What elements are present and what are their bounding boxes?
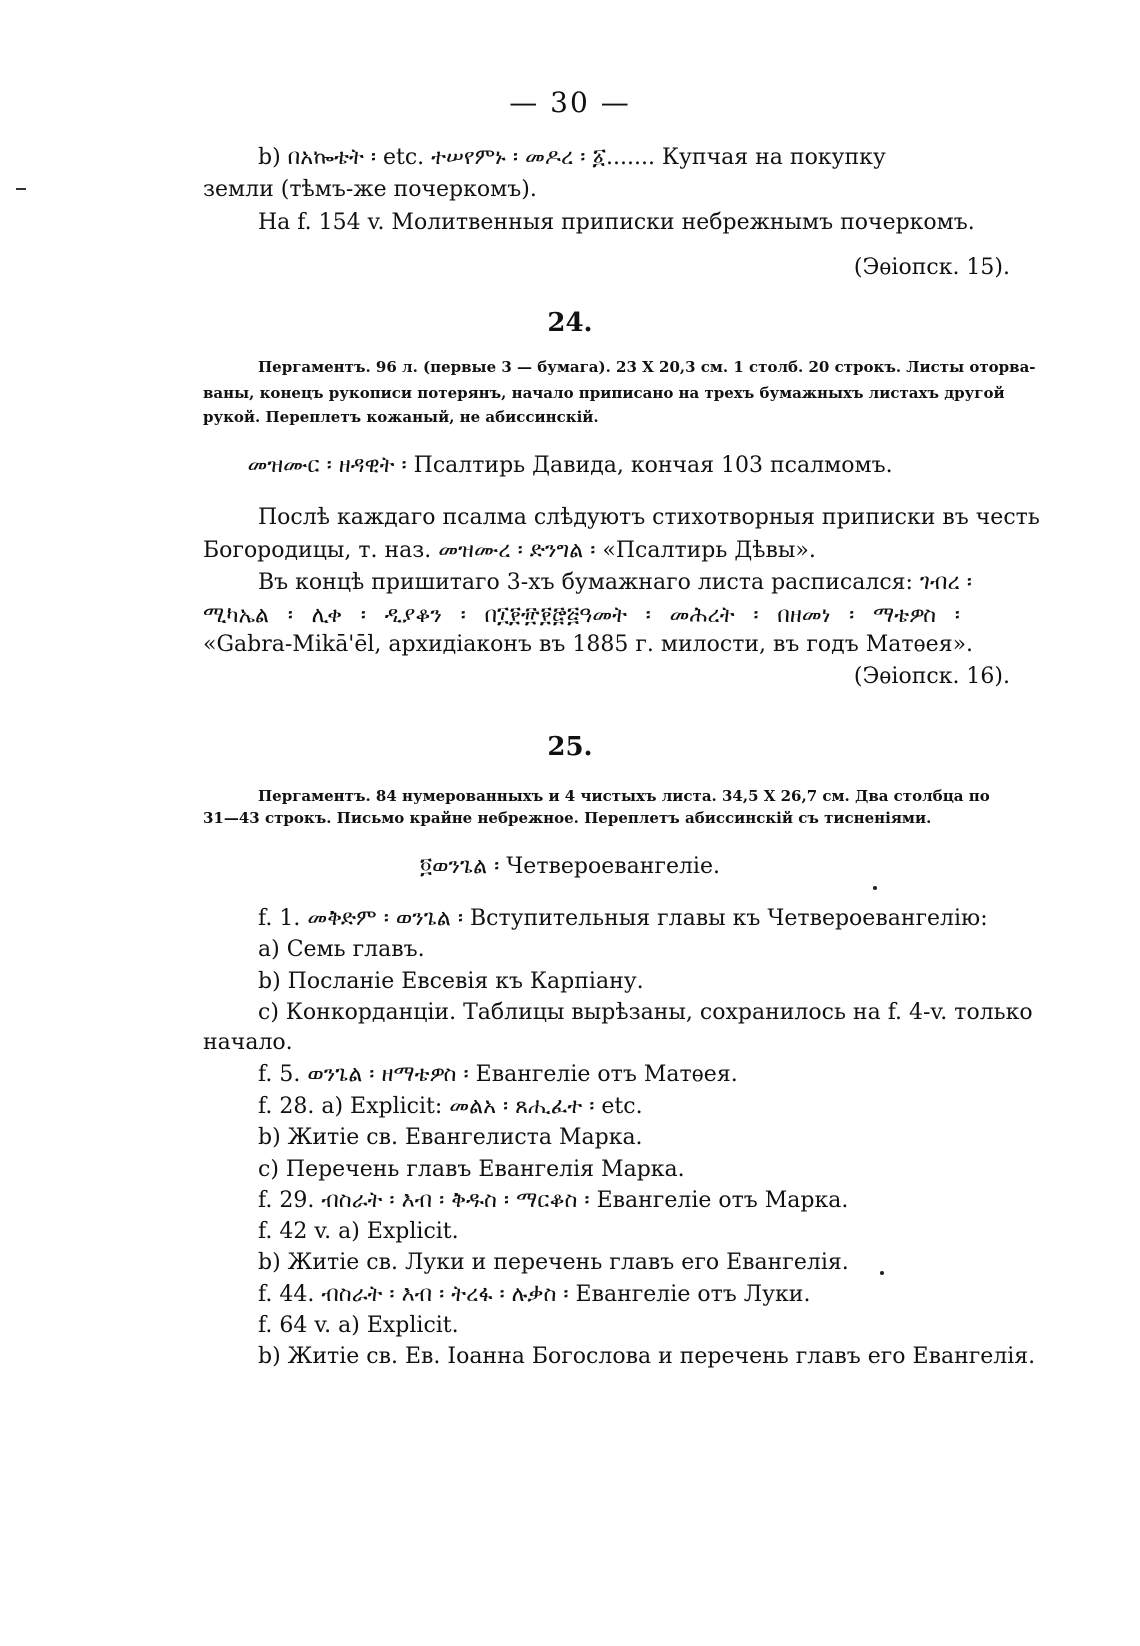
contents-line: b) Житіе св. Ев. Іоанна Богослова и перечень главъ его Евангелія. (258, 1344, 1036, 1369)
paragraph-line: ሚካኤል ፡ ሊቀ ፡ ዲያቆን ፡ በ፲፻፹፻፸፭ዓመት ፡ መሕረት ፡ በዘመነ ፡ ማቴዎስ ፡ (203, 603, 960, 628)
catalog-reference: (Эѳіопск. 16). (853, 664, 1010, 689)
contents-line: b) Житіе св. Евангелиста Марка. (258, 1125, 643, 1150)
paragraph-line: Богородицы, т. наз. መዝሙረ ፡ ድንግል ፡ «Псалтирь Дѣвы». (203, 538, 816, 563)
margin-mark (16, 188, 26, 190)
contents-line: c) Конкорданціи. Таблицы вырѣзаны, сохранилось на f. 4-v. только (258, 1000, 1033, 1025)
entry-number-heading: 24. (547, 308, 593, 338)
contents-line: c) Перечень главъ Евангелія Марка. (258, 1157, 685, 1182)
contents-line: f. 64 v. a) Explicit. (258, 1313, 459, 1338)
contents-line: f. 5. ወንጌል ፡ ዘማቴዎስ ፡ Евангеліе отъ Матѳея. (258, 1062, 738, 1087)
speck (880, 1271, 884, 1275)
paragraph-line: Послѣ каждаго псалма слѣдуютъ стихотворныя приписки въ честь (258, 505, 1040, 530)
entry-line: На f. 154 v. Молитвенныя приписки небрежнымъ почеркомъ. (258, 210, 975, 235)
description-line: 31—43 строкъ. Письмо крайне небрежное. Переплетъ абиссинскій съ тисненіями. (203, 809, 932, 827)
manuscript-title: መዝሙር ፡ ዘዳዊት ፡ Псалтирь Давида, кончая 103 псалмомъ. (247, 453, 893, 478)
contents-line: начало. (203, 1030, 293, 1055)
contents-line: f. 1. መቅድም ፡ ወንጌል ፡ Вступительныя главы къ Четвероевангелію: (258, 906, 988, 931)
speck (873, 886, 877, 890)
contents-line: f. 29. ብስራት ፡ እብ ፡ ቅዱስ ፡ ማርቆስ ፡ Евангеліе отъ Марка. (258, 1188, 849, 1213)
description-line: ваны, конецъ рукописи потерянъ, начало приписано на трехъ бумажныхъ листахъ другой (203, 384, 1005, 402)
contents-line: f. 42 v. a) Explicit. (258, 1219, 459, 1244)
description-line: Пергаментъ. 96 л. (первые 3 — бумага). 23 X 20,3 см. 1 столб. 20 строкъ. Листы оторва- (258, 358, 1036, 376)
manuscript-title: ፬ወንጌል ፡ Четвероевангеліе. (420, 854, 720, 879)
contents-line: a) Семь главъ. (258, 937, 425, 962)
contents-line: f. 44. ብስራት ፡ እብ ፡ ትረፋ ፡ ሉቃስ ፡ Евангеліе отъ Луки. (258, 1282, 811, 1307)
contents-line: b) Житіе св. Луки и перечень главъ его Евангелія. (258, 1250, 849, 1275)
catalog-reference: (Эѳіопск. 15). (853, 255, 1010, 280)
contents-line: f. 28. a) Explicit: መልአ ፡ ጸሒፈተ ፡ etc. (258, 1094, 643, 1119)
entry-number-heading: 25. (547, 732, 593, 762)
contents-line: b) Посланіе Евсевія къ Карпіану. (258, 969, 644, 994)
description-line: Пергаментъ. 84 нумерованныхъ и 4 чистыхъ листа. 34,5 X 26,7 см. Два столбца по (258, 787, 990, 805)
entry-line: b) በአኰቴት ፡ etc. ተሠየምኑ ፡ መዶረ ፡ ፩....... Купчая на покупку (258, 145, 886, 170)
paragraph-line: «Gabra-Mikā'ēl, архидіаконъ въ 1885 г. милости, въ годъ Матѳея». (203, 632, 974, 657)
page-number: — 30 — (509, 86, 631, 119)
paragraph-line: Въ концѣ пришитаго 3-хъ бумажнаго листа расписался: ገብረ ፡ (258, 570, 972, 595)
description-line: рукой. Переплетъ кожаный, не абиссинскій. (203, 408, 599, 426)
entry-line: земли (тѣмъ-же почеркомъ). (203, 177, 537, 202)
